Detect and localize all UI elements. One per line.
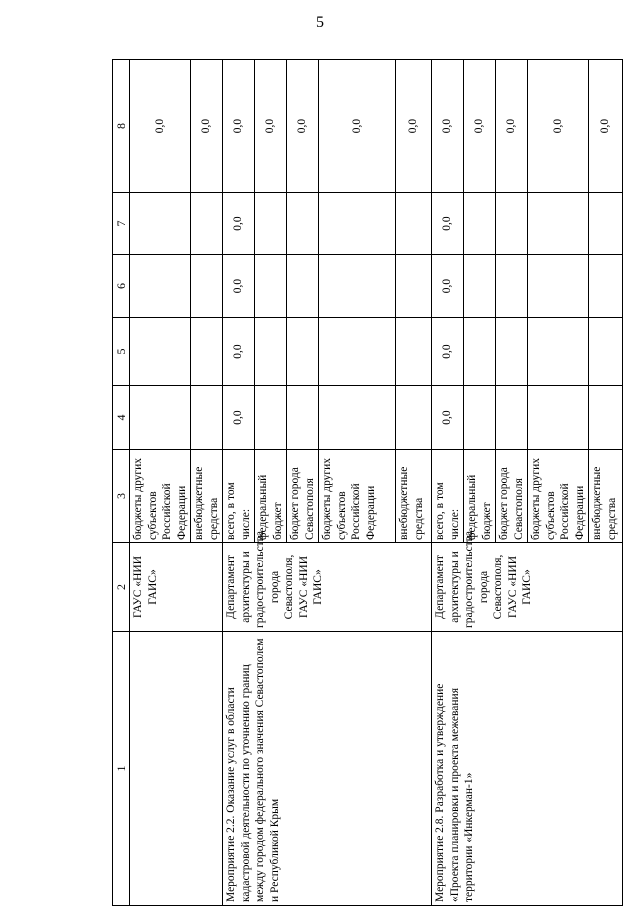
value-cell-5: 0,0 (432, 318, 464, 386)
value-cell-5 (130, 318, 191, 386)
value-cell-6 (255, 255, 287, 318)
table-row (223, 60, 255, 906)
value-cell-6: 0,0 (223, 255, 255, 318)
value-cell-8: 0,0 (319, 60, 396, 193)
value-cell-4 (496, 386, 528, 450)
header-cell-6: 6 (113, 255, 130, 318)
value-cell-7: 0,0 (223, 193, 255, 255)
value-cell-5 (496, 318, 528, 386)
source-cell: всего, в том числе: (432, 450, 464, 543)
page-number: 5 (316, 14, 324, 31)
value-cell-5 (589, 318, 623, 386)
value-cell-8: 0,0 (496, 60, 528, 193)
value-cell-8: 0,0 (255, 60, 287, 193)
source-cell: федеральный бюджет (255, 450, 287, 543)
executor-cell: ГАУС «НИИ ГАИС» (130, 543, 223, 632)
table-row (432, 60, 464, 906)
value-cell-7 (130, 193, 191, 255)
value-cell-8: 0,0 (287, 60, 319, 193)
value-cell-6 (130, 255, 191, 318)
value-cell-8: 0,0 (589, 60, 623, 193)
executor-cell: Департамент архитектуры и градостроительства города Севастополя, ГАУС «НИИ ГАИС» (432, 543, 623, 632)
header-cell-5: 5 (113, 318, 130, 386)
measure-cell-empty (130, 632, 223, 906)
value-cell-8: 0,0 (432, 60, 464, 193)
value-cell-7 (496, 193, 528, 255)
value-cell-4 (396, 386, 432, 450)
header-cell-7: 7 (113, 193, 130, 255)
value-cell-8: 0,0 (223, 60, 255, 193)
source-cell: бюджеты других субъектов Российской Федерации (528, 450, 589, 543)
value-cell-5 (287, 318, 319, 386)
header-cell-4: 4 (113, 386, 130, 450)
value-cell-4 (130, 386, 191, 450)
value-cell-8: 0,0 (396, 60, 432, 193)
value-cell-6 (191, 255, 223, 318)
value-cell-6 (589, 255, 623, 318)
value-cell-4 (319, 386, 396, 450)
source-cell: всего, в том числе: (223, 450, 255, 543)
value-cell-8: 0,0 (528, 60, 589, 193)
value-cell-5: 0,0 (223, 318, 255, 386)
value-cell-4: 0,0 (223, 386, 255, 450)
executor-cell: Департамент архитектуры и градостроительства города Севастополя, ГАУС «НИИ ГАИС» (223, 543, 432, 632)
value-cell-6 (528, 255, 589, 318)
value-cell-6: 0,0 (432, 255, 464, 318)
value-cell-5 (319, 318, 396, 386)
value-cell-4 (528, 386, 589, 450)
value-cell-7 (464, 193, 496, 255)
value-cell-5 (528, 318, 589, 386)
rotated-table-container (112, 60, 618, 906)
source-cell: бюджет города Севастополя (287, 450, 319, 543)
value-cell-7: 0,0 (432, 193, 464, 255)
value-cell-5 (396, 318, 432, 386)
value-cell-6 (287, 255, 319, 318)
header-row (113, 60, 130, 906)
budget-table (112, 59, 623, 906)
value-cell-5 (191, 318, 223, 386)
source-cell: федеральный бюджет (464, 450, 496, 543)
value-cell-6 (396, 255, 432, 318)
table-row (130, 60, 191, 906)
value-cell-5 (255, 318, 287, 386)
value-cell-4: 0,0 (432, 386, 464, 450)
value-cell-5 (464, 318, 496, 386)
measure-title-cell: Мероприятие 2.8. Разработка и утверждение «Проекта планировки и проекта межевания территории «Инкерман-1» (432, 632, 623, 906)
value-cell-4 (589, 386, 623, 450)
header-cell-3: 3 (113, 450, 130, 543)
source-cell: внебюджетные средства (191, 450, 223, 543)
value-cell-6 (464, 255, 496, 318)
value-cell-7 (589, 193, 623, 255)
value-cell-8: 0,0 (464, 60, 496, 193)
value-cell-7 (191, 193, 223, 255)
value-cell-4 (287, 386, 319, 450)
source-cell: внебюджетные средства (396, 450, 432, 543)
value-cell-7 (396, 193, 432, 255)
value-cell-7 (528, 193, 589, 255)
header-cell-2: 2 (113, 543, 130, 632)
value-cell-8: 0,0 (191, 60, 223, 193)
value-cell-4 (191, 386, 223, 450)
source-cell: бюджеты других субъектов Российской Федерации (130, 450, 191, 543)
value-cell-8: 0,0 (130, 60, 191, 193)
value-cell-4 (255, 386, 287, 450)
source-cell: бюджет города Севастополя (496, 450, 528, 543)
value-cell-6 (319, 255, 396, 318)
source-cell: внебюджетные средства (589, 450, 623, 543)
header-cell-1: 1 (113, 632, 130, 906)
source-cell: бюджеты других субъектов Российской Федерации (319, 450, 396, 543)
value-cell-6 (496, 255, 528, 318)
measure-title-cell: Мероприятие 2.2. Оказание услуг в области кадастровой деятельности по уточнению границ между городом федерального значения Севастополем и Республикой Крым (223, 632, 432, 906)
value-cell-7 (255, 193, 287, 255)
value-cell-7 (287, 193, 319, 255)
value-cell-4 (464, 386, 496, 450)
header-cell-8: 8 (113, 60, 130, 193)
value-cell-7 (319, 193, 396, 255)
